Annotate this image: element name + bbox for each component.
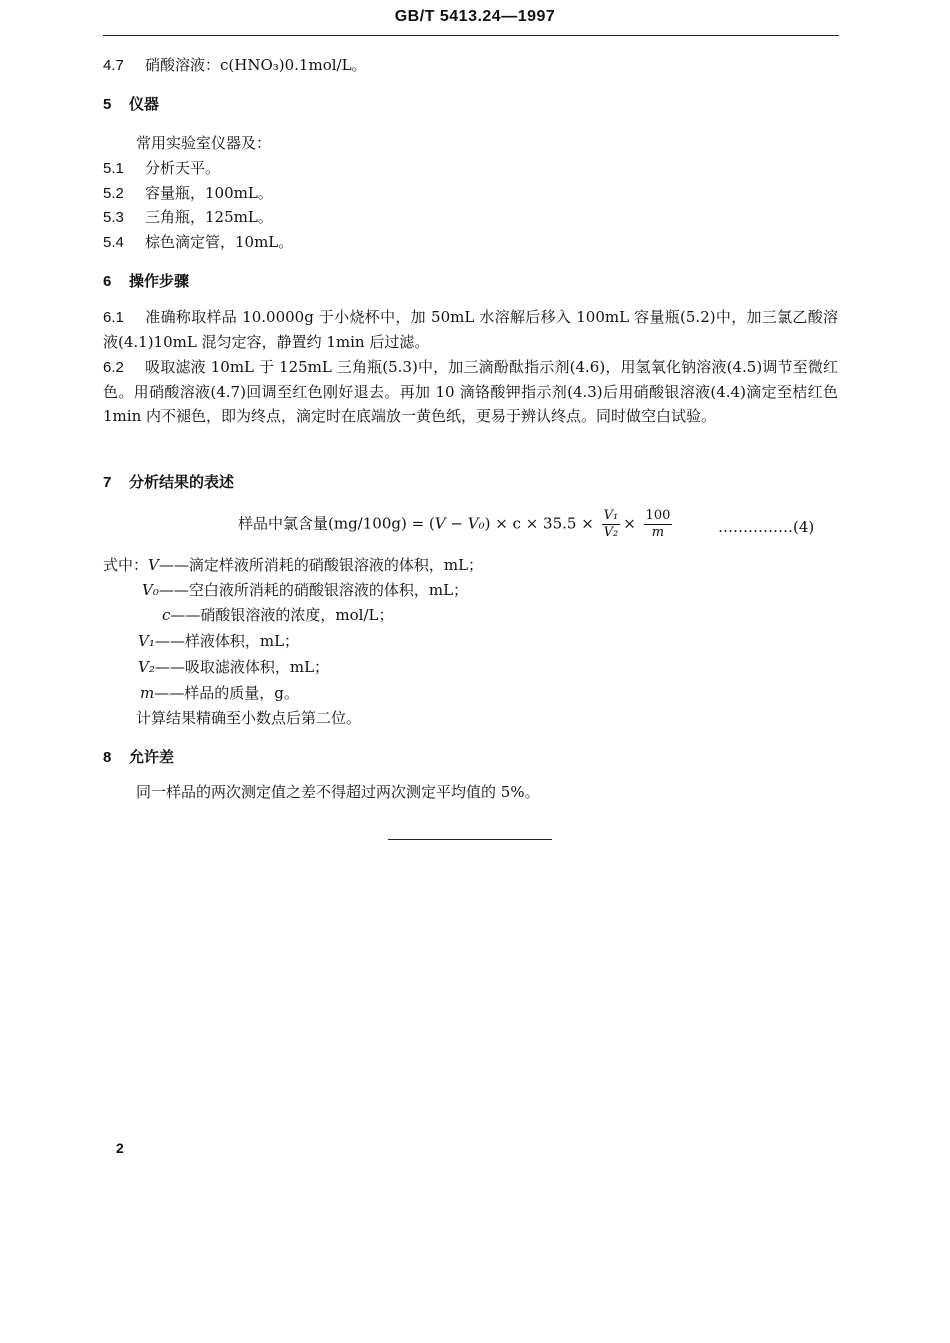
fraction-denominator: m [651, 525, 665, 540]
formula-lhs: 样品中氯含量(mg/100g) = ( [238, 514, 435, 533]
formula-v0: V₀ [467, 514, 485, 533]
var-description: ——空白液所消耗的硝酸银溶液的体积，mL； [158, 581, 469, 599]
section-title: 仪器 [129, 96, 160, 113]
item-number: 6.2 [103, 359, 124, 376]
var-symbol: V₀ [142, 581, 159, 599]
fraction-v1-v2 [602, 508, 621, 541]
var-symbol: V₂ [138, 658, 155, 676]
section-number: 6 [103, 273, 112, 290]
item-5-1 [103, 157, 220, 180]
formula-number: ……………(4) [718, 518, 815, 536]
section-5-intro: 常用实验室仪器及： [136, 134, 272, 152]
item-number: 5.4 [103, 234, 124, 251]
formula-times: × [623, 514, 636, 533]
item-text: 吸取滤液 10mL 于 125mL 三角瓶(5.3)中，加三滴酚酞指示剂(4.6)，用氢氧化钠溶液(4.5)调节至微红色。用硝酸溶液(4.7)回调至红色刚好退去。再加 10 滴铬酸钾指示剂(4.3)后用硝酸银溶液(4.4)滴定至桔红色 1min 内不褪色，即为终点，滴定时在底端放一黄色纸，更易于辨认终点。同时做空白试验。 [103, 358, 838, 425]
section-7-heading [103, 471, 234, 492]
section-6-heading [103, 270, 189, 291]
item-text: 棕色滴定管，10mL。 [145, 233, 294, 251]
section-8-heading [103, 746, 174, 767]
item-number: 5.1 [103, 160, 124, 177]
item-text: 三角瓶，125mL。 [145, 208, 273, 226]
where-line-v [103, 554, 483, 576]
var-description: ——硝酸银溶液的浓度，mol/L； [170, 606, 394, 624]
item-6-1 [103, 305, 838, 354]
item-text: 容量瓶，100mL。 [145, 184, 273, 202]
where-line-c [162, 604, 393, 626]
item-text: 硝酸溶液：c(HNO₃)0.1mol/L。 [145, 56, 367, 74]
section-title: 操作步骤 [129, 273, 190, 290]
standard-number-header: GB/T 5413.24—1997 [394, 8, 556, 25]
formula-mid: ) × c × 35.5 × [484, 514, 594, 533]
section-title: 分析结果的表述 [129, 474, 235, 491]
where-line-v1 [138, 630, 299, 652]
var-description: ——样品的质量，g。 [154, 684, 299, 702]
tolerance-text: 同一样品的两次测定值之差不得超过两次测定平均值的 5%。 [136, 783, 540, 801]
item-6-2 [103, 355, 838, 428]
var-description: ——滴定样液所消耗的硝酸银溶液的体积，mL； [158, 556, 484, 574]
var-symbol: V₁ [138, 632, 155, 650]
var-symbol: c [162, 606, 171, 624]
where-line-v2 [138, 656, 329, 678]
section-number: 5 [103, 96, 112, 113]
fraction-denominator: V₂ [603, 525, 619, 540]
section-title: 允许差 [129, 749, 175, 766]
var-symbol: V [148, 556, 159, 574]
var-description: ——样液体积，mL； [154, 632, 300, 650]
item-text: 准确称取样品 10.0000g 于小烧杯中，加 50mL 水溶解后移入 100mL 容量瓶(5.2)中，加三氯乙酸溶液(4.1)10mL 混匀定容，静置约 1min 后过滤。 [103, 308, 838, 351]
page-number: 2 [116, 1140, 124, 1156]
where-prefix: 式中： [103, 556, 149, 574]
formula-minus: − [445, 514, 468, 533]
item-5-4 [103, 231, 293, 254]
formula-v: V [434, 514, 446, 533]
var-symbol: m [140, 684, 155, 702]
section-5-heading [103, 93, 159, 114]
item-number: 5.2 [103, 185, 124, 202]
fraction-100-m [644, 508, 673, 541]
precision-note: 计算结果精确至小数点后第二位。 [136, 709, 362, 727]
end-of-standard-rule [388, 839, 552, 840]
item-4-7 [103, 54, 367, 77]
where-line-v0 [142, 579, 468, 601]
where-line-m [140, 682, 299, 704]
item-number: 4.7 [103, 57, 124, 74]
item-text: 分析天平。 [145, 159, 221, 177]
header-rule [103, 35, 839, 36]
item-5-3 [103, 206, 273, 229]
fraction-numerator: 100 [645, 508, 671, 523]
section-number: 7 [103, 474, 112, 491]
chloride-formula [238, 508, 675, 541]
fraction-numerator: V₁ [603, 508, 619, 523]
item-number: 6.1 [103, 309, 124, 326]
item-number: 5.3 [103, 209, 124, 226]
item-5-2 [103, 182, 273, 205]
section-number: 8 [103, 749, 112, 766]
var-description: ——吸取滤液体积，mL； [154, 658, 330, 676]
